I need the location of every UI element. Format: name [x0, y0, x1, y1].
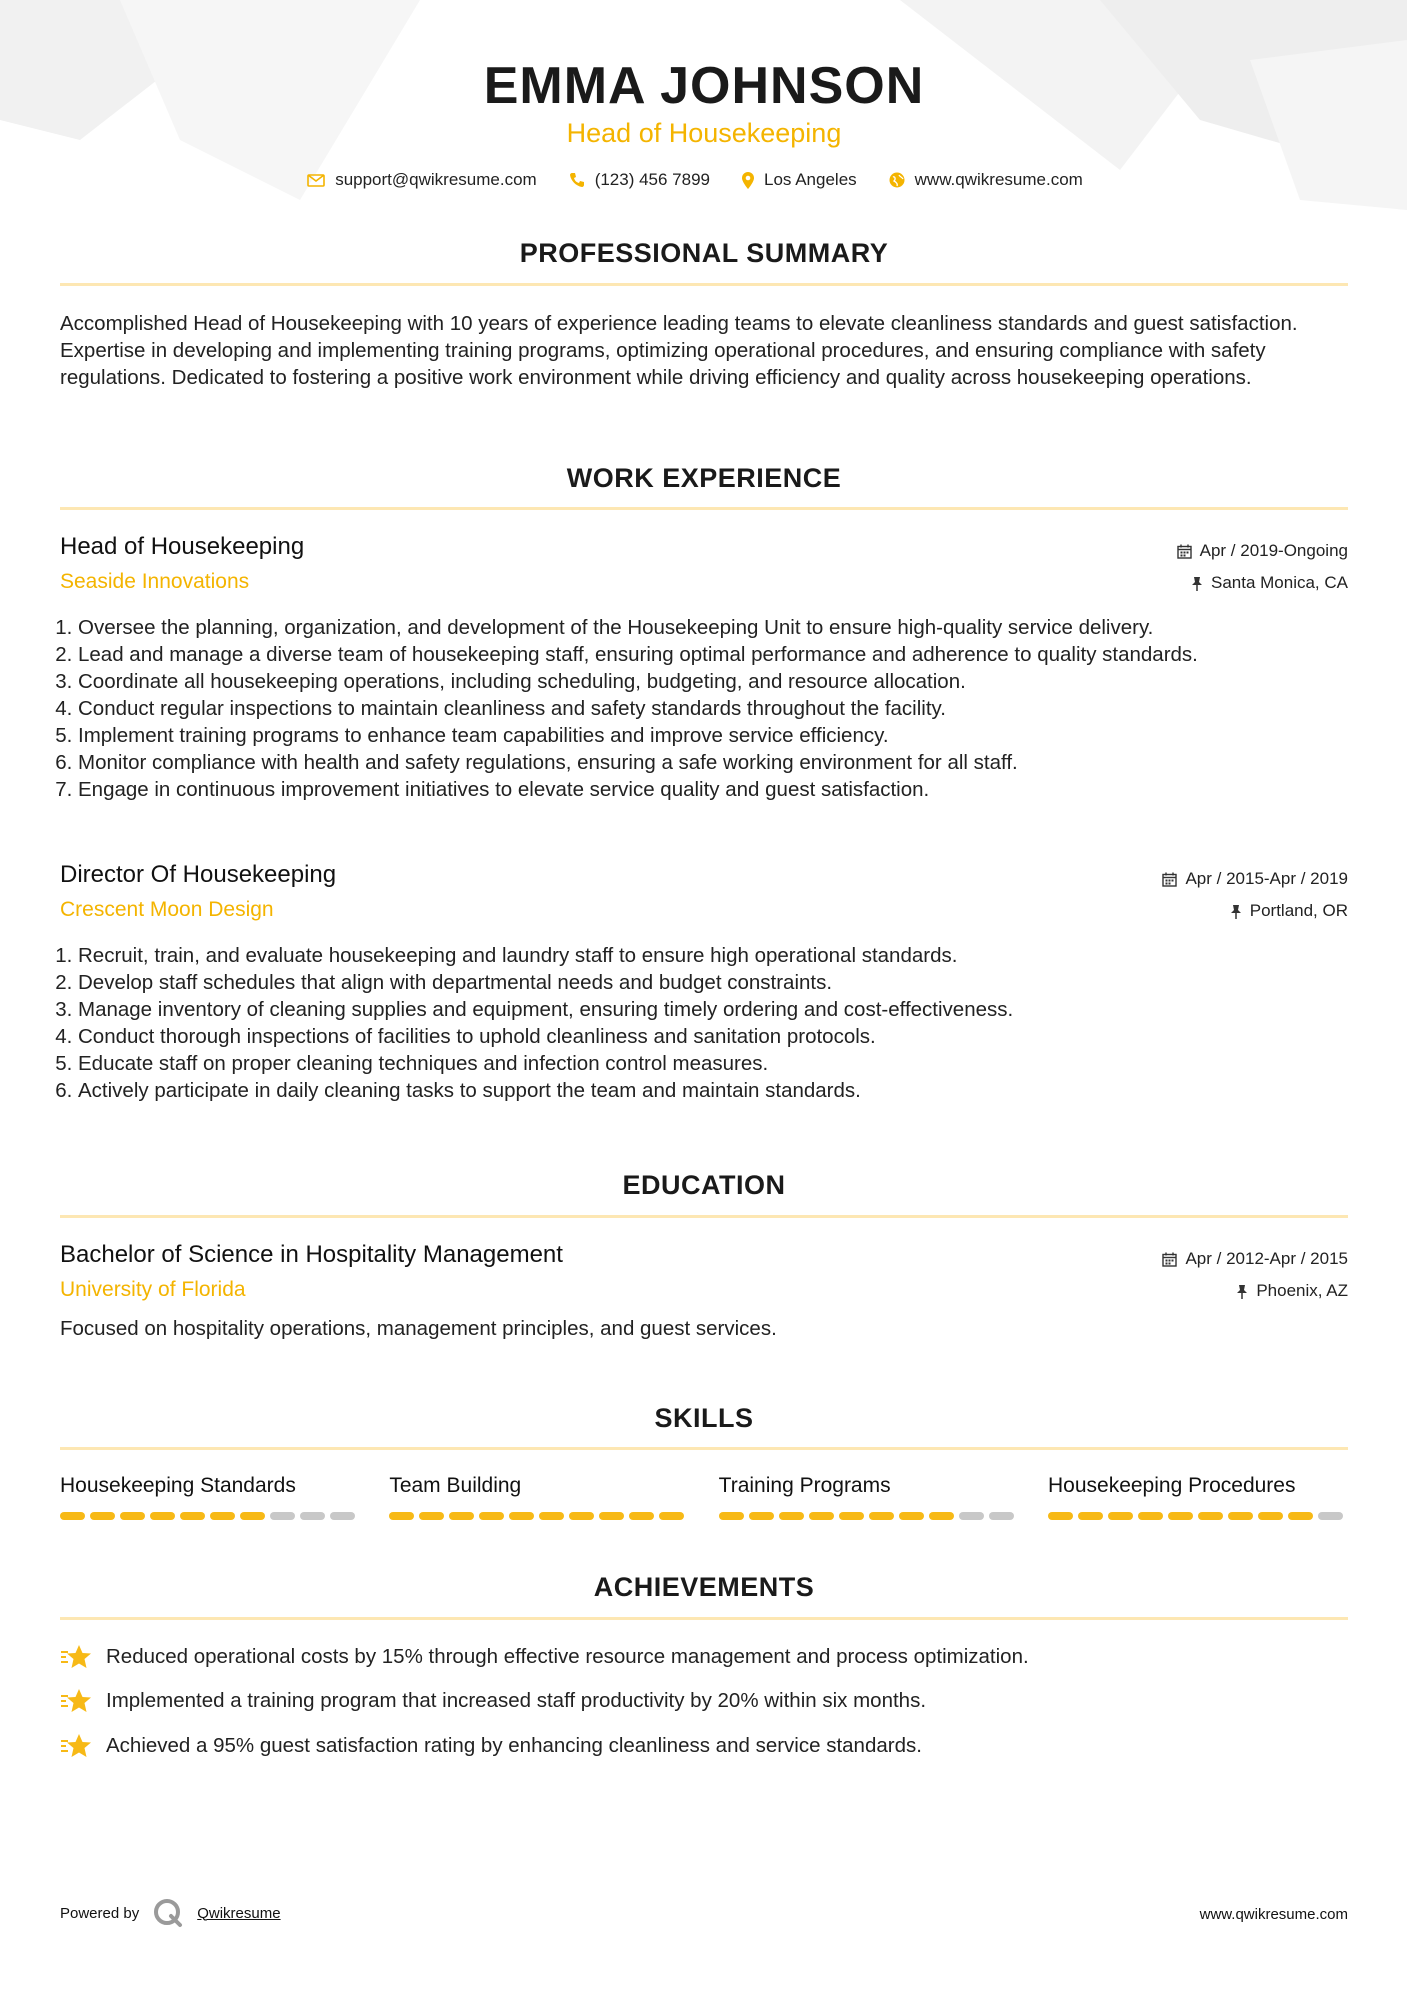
degree-title: Bachelor of Science in Hospitality Management — [60, 1241, 563, 1268]
rating-dot-filled — [1048, 1512, 1073, 1520]
duty-item: 7. Engage in continuous improvement initiatives to elevate service quality and guest satisfaction. — [78, 776, 1348, 803]
duty-item: 2. Develop staff schedules that align with departmental needs and budget constraints. — [78, 969, 1348, 996]
skill-rating — [60, 1512, 360, 1520]
achievement-item — [60, 1688, 1348, 1714]
calendar-icon — [1162, 872, 1177, 887]
duty-item: 5. Implement training programs to enhance team capabilities and improve service efficiency. — [78, 722, 1348, 749]
rating-dot-filled — [1138, 1512, 1163, 1520]
skill-item — [60, 1474, 360, 1520]
job-company: Crescent Moon Design — [60, 898, 274, 921]
calendar-icon — [1162, 1252, 1177, 1267]
skill-item — [719, 1474, 1019, 1520]
candidate-name: EMMA JOHNSON — [483, 57, 925, 115]
contact-website[interactable]: www.qwikresume.com — [889, 170, 1083, 190]
envelope-icon — [307, 174, 325, 187]
education-heading: EDUCATION — [622, 1170, 786, 1200]
job-duties — [60, 942, 1348, 1104]
pushpin-icon — [1230, 904, 1242, 919]
duty-item: 5. Educate staff on proper cleaning techniques and infection control measures. — [78, 1050, 1348, 1077]
job-title: Head of Housekeeping — [60, 533, 305, 560]
powered-by-label: Powered by — [60, 1904, 140, 1922]
rating-dot-filled — [869, 1512, 894, 1520]
rating-dot-filled — [929, 1512, 954, 1520]
star-icon — [60, 1644, 92, 1670]
job-date: Apr / 2015-Apr / 2019 — [1162, 869, 1348, 889]
star-icon — [60, 1733, 92, 1759]
achievement-text: Implemented a training program that increased staff productivity by 20% within six months. — [106, 1689, 927, 1712]
rating-dot-filled — [180, 1512, 205, 1520]
duty-item: 6. Actively participate in daily cleaning tasks to support the team and maintain standards. — [78, 1077, 1348, 1104]
rating-dot-filled — [899, 1512, 924, 1520]
footer-powered-by — [60, 1898, 281, 1928]
skill-name: Team Building — [389, 1474, 522, 1497]
rating-dot-filled — [839, 1512, 864, 1520]
rating-dot-filled — [240, 1512, 265, 1520]
rating-dot-filled — [509, 1512, 534, 1520]
divider — [60, 507, 1348, 510]
contact-bar — [60, 170, 1348, 190]
rating-dot-filled — [1078, 1512, 1103, 1520]
education-date: Apr / 2012-Apr / 2015 — [1162, 1249, 1348, 1269]
job-location: Portland, OR — [1230, 901, 1348, 921]
rating-dot-filled — [210, 1512, 235, 1520]
skill-rating — [389, 1512, 689, 1520]
rating-dot-filled — [539, 1512, 564, 1520]
education-location: Phoenix, AZ — [1236, 1281, 1348, 1301]
rating-dot-filled — [1108, 1512, 1133, 1520]
rating-dot-empty — [330, 1512, 355, 1520]
job-company: Seaside Innovations — [60, 570, 250, 593]
rating-dot-filled — [1198, 1512, 1223, 1520]
duty-item: 3. Coordinate all housekeeping operations, including scheduling, budgeting, and resource allocation. — [78, 668, 1348, 695]
calendar-icon — [1177, 544, 1192, 559]
experience-heading: WORK EXPERIENCE — [566, 463, 842, 493]
rating-dot-empty — [1318, 1512, 1343, 1520]
rating-dot-filled — [449, 1512, 474, 1520]
summary-text: Accomplished Head of Housekeeping with 10 years of experience leading teams to elevate cleanliness standards and guest satisfaction. Expertise in developing and implementing training programs, optimizing operational procedures, and ensuring compliance with safety regulations. Dedicated to fostering a positive work environment while driving efficiency and quality across housekeeping operations. — [60, 312, 1298, 389]
skill-rating — [1048, 1512, 1348, 1520]
rating-dot-filled — [1228, 1512, 1253, 1520]
rating-dot-filled — [120, 1512, 145, 1520]
brand-link[interactable]: Qwikresume — [197, 1904, 281, 1922]
rating-dot-filled — [719, 1512, 744, 1520]
rating-dot-filled — [599, 1512, 624, 1520]
rating-dot-filled — [479, 1512, 504, 1520]
rating-dot-filled — [809, 1512, 834, 1520]
rating-dot-filled — [749, 1512, 774, 1520]
duty-item: 4. Conduct regular inspections to maintain cleanliness and safety standards throughout the facility. — [78, 695, 1348, 722]
duty-item: 1. Recruit, train, and evaluate housekeeping and laundry staff to ensure high operational standards. — [78, 942, 1348, 969]
rating-dot-filled — [1288, 1512, 1313, 1520]
phone-icon — [569, 172, 585, 188]
achievement-item — [60, 1644, 1348, 1670]
duty-item: 3. Manage inventory of cleaning supplies and equipment, ensuring timely ordering and cost-effectiveness. — [78, 996, 1348, 1023]
education-description: Focused on hospitality operations, management principles, and guest services. — [60, 1317, 777, 1340]
rating-dot-empty — [270, 1512, 295, 1520]
skill-name: Training Programs — [718, 1474, 891, 1497]
contact-phone[interactable]: (123) 456 7899 — [569, 170, 710, 190]
duty-item: 4. Conduct thorough inspections of facilities to uphold cleanliness and sanitation protocols. — [78, 1023, 1348, 1050]
duty-item: 2. Lead and manage a diverse team of housekeeping staff, ensuring optimal performance and adherence to quality standards. — [78, 641, 1348, 668]
rating-dot-filled — [389, 1512, 414, 1520]
rating-dot-filled — [1168, 1512, 1193, 1520]
rating-dot-empty — [989, 1512, 1014, 1520]
skill-item — [1048, 1474, 1348, 1520]
achievement-text: Reduced operational costs by 15% through effective resource management and process optimization. — [106, 1645, 1029, 1668]
summary-heading: PROFESSIONAL SUMMARY — [519, 238, 889, 268]
rating-dot-filled — [150, 1512, 175, 1520]
skill-name: Housekeeping Procedures — [1047, 1474, 1296, 1497]
skills-heading: SKILLS — [654, 1403, 754, 1433]
rating-dot-filled — [659, 1512, 684, 1520]
divider — [60, 1215, 1348, 1218]
map-pin-icon — [742, 172, 754, 189]
qwikresume-logo-icon — [153, 1898, 183, 1928]
duty-item: 6. Monitor compliance with health and safety regulations, ensuring a safe working environment for all staff. — [78, 749, 1348, 776]
pushpin-icon — [1236, 1284, 1248, 1299]
job-location: Santa Monica, CA — [1191, 573, 1348, 593]
candidate-role: Head of Housekeeping — [566, 118, 842, 148]
globe-icon — [889, 172, 905, 188]
rating-dot-empty — [300, 1512, 325, 1520]
skill-name: Housekeeping Standards — [60, 1474, 296, 1497]
rating-dot-filled — [779, 1512, 804, 1520]
contact-email[interactable]: support@qwikresume.com — [307, 170, 537, 190]
footer-website-link[interactable]: www.qwikresume.com — [1199, 1906, 1348, 1923]
rating-dot-empty — [959, 1512, 984, 1520]
school-name: University of Florida — [60, 1278, 246, 1301]
pushpin-icon — [1191, 576, 1203, 591]
achievement-item — [60, 1733, 1348, 1759]
star-icon — [60, 1688, 92, 1714]
job-duties — [60, 614, 1348, 803]
skill-item — [389, 1474, 689, 1520]
rating-dot-filled — [629, 1512, 654, 1520]
achievements-heading: ACHIEVEMENTS — [593, 1572, 815, 1602]
contact-location: Los Angeles — [742, 170, 857, 190]
rating-dot-filled — [419, 1512, 444, 1520]
duty-item: 1. Oversee the planning, organization, and development of the Housekeeping Unit to ensure high-quality service delivery. — [78, 614, 1348, 641]
achievement-text: Achieved a 95% guest satisfaction rating by enhancing cleanliness and service standards. — [106, 1734, 922, 1757]
divider — [60, 1617, 1348, 1620]
rating-dot-filled — [569, 1512, 594, 1520]
rating-dot-filled — [90, 1512, 115, 1520]
divider — [60, 1447, 1348, 1450]
divider — [60, 283, 1348, 286]
rating-dot-filled — [1258, 1512, 1283, 1520]
skill-rating — [719, 1512, 1019, 1520]
job-title: Director Of Housekeeping — [60, 861, 337, 888]
skills-list — [60, 1474, 1348, 1520]
job-date: Apr / 2019-Ongoing — [1177, 541, 1348, 561]
rating-dot-filled — [60, 1512, 85, 1520]
